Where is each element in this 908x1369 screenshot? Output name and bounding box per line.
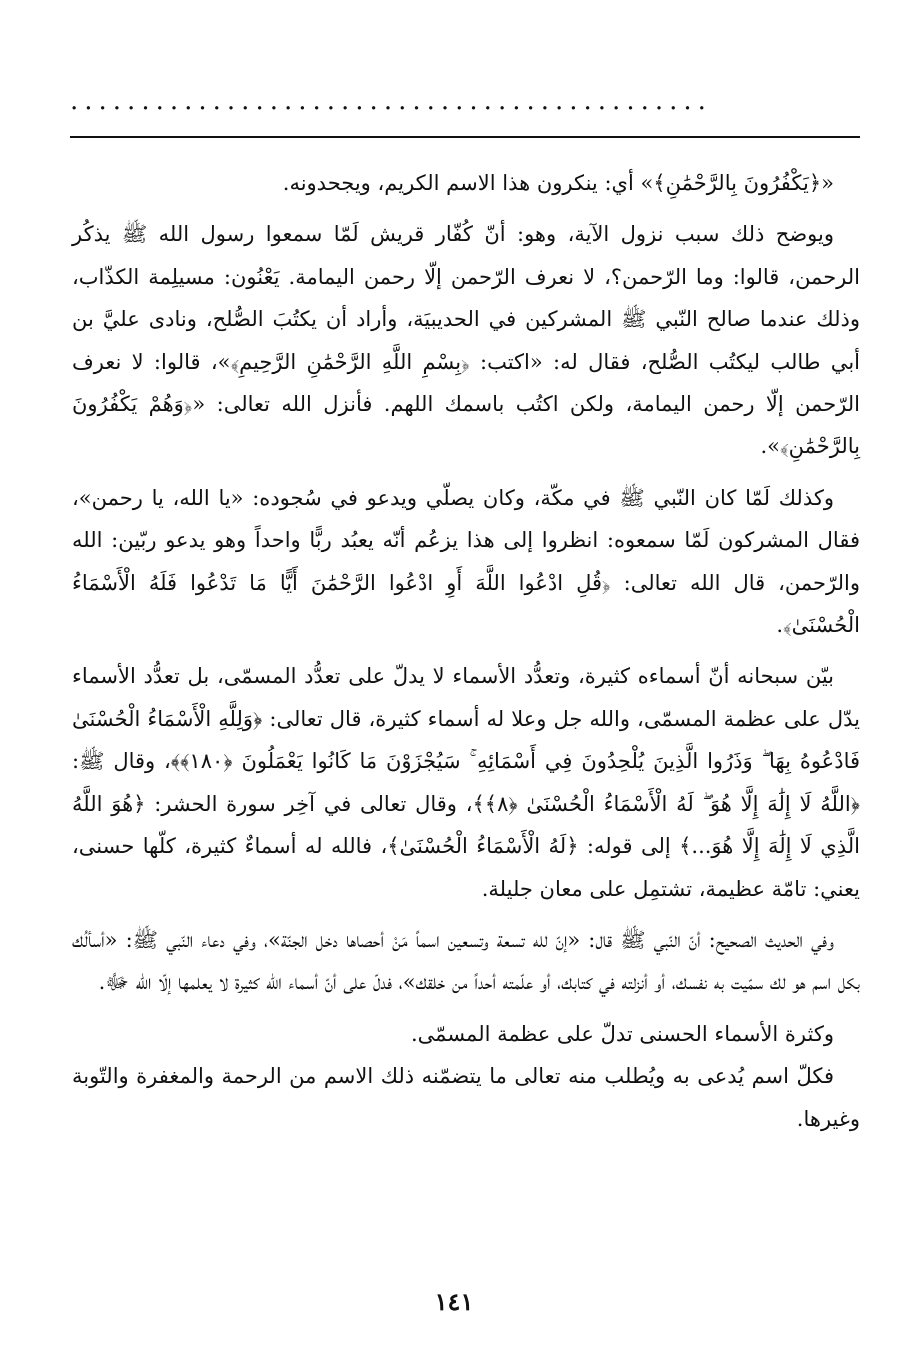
header-dotted-line: ............................................. bbox=[70, 86, 712, 116]
page-number: ١٤١ bbox=[434, 1287, 474, 1316]
paragraph-4: بيّن سبحانه أنّ أسماءه كثيرة، وتعدُّد الأسماء لا يدلّ على تعدُّد المسمّى، بل تعدُّد الأسماء يدّل على عظمة المسمّى، والله جل وعلا له أسماء كثيرة، قال تعالى: ﴿وَلِلَّهِ الْأَسْمَاءُ الْحُسْنَىٰ فَادْعُوهُ بِهَا ۖ وَذَرُوا الَّذِينَ يُلْحِدُونَ فِي أَسْمَائِهِ ۚ سَيُجْزَوْنَ مَا كَانُوا يَعْمَلُونَ ﴿١٨٠﴾﴾، وقال ﷺ: ﴿اللَّهُ لَا إِلَٰهَ إِلَّا هُوَ ۖ لَهُ الْأَسْمَاءُ الْحُسْنَىٰ ﴿٨﴾﴾، وقال تعالى في آخِر سورة الحشر: ﴿هُوَ اللَّهُ الَّذِي لَا إِلَٰهَ إِلَّا هُوَ...﴾ إلى قوله: ﴿لَهُ الْأَسْمَاءُ الْحُسْنَىٰ﴾، فالله له أسماءٌ كثيرة، كلّها حسنى، يعني: تامّة عظيمة، تشتمِل على معان جليلة. bbox=[72, 664, 860, 901]
paragraph-5: وفي الحديث الصحيح: أنّ النّبي ﷺ قال: «إنّ لله تسعة وتسعين اسماً مَنْ أحصاها دخل الجنّة»، وفي دعاء النّبي ﷺ: «أسألُك بكل اسم هو لك سمّيت به نفسك، أو أنزلته في كتابك، أو علّمته أحداً من خلقك»، فدلّ على أنّ أسماء الله كثيرة لا يعلمها إلّا الله ﷻ. bbox=[72, 927, 860, 995]
paragraph-7: فكلّ اسم يُدعى به ويُطلب منه تعالى ما يتضمّنه ذلك الاسم من الرحمة والمغفرة والتّوبة وغيرها. bbox=[72, 1064, 860, 1131]
paragraph-2: ويوضح ذلك سبب نزول الآية، وهو: أنّ كُفّار قريش لَمّا سمعوا رسول الله ﷺ يذكُر الرحمن، قالوا: وما الرّحمن؟، لا نعرف الرّحمن إلّا رحمن اليمامة. يَعْنُون: مسيلِمة الكذّاب، وذلك عندما صالح النّبي ﷺ المشركين في الحديبيَة، وأراد أن يكتُبَ الصُّلح، ونادى عليَّ بن أبي طالب ليكتُب الصُّلح، فقال له: «اكتب: ﴿بِسْمِ اللَّهِ الرَّحْمَٰنِ الرَّحِيمِ﴾»، قالوا: لا نعرف الرّحمن إلّا رحمن اليمامة، ولكن اكتُب باسمك اللهم. فأنزل الله تعالى: «﴿وَهُمْ يَكْفُرُونَ بِالرَّحْمَٰنِ﴾». bbox=[72, 222, 860, 459]
paragraph-1: «﴿يَكْفُرُونَ بِالرَّحْمَٰنِ﴾» أي: ينكرون هذا الاسم الكريم، ويجحدونه. bbox=[282, 171, 834, 195]
header-rule bbox=[70, 136, 860, 138]
page-body bbox=[72, 162, 860, 1149]
paragraph-3: وكذلك لَمّا كان النّبي ﷺ في مكّة، وكان يصلّي ويدعو في سُجوده: «يا الله، يا رحمن»، فقال المشركون لَمّا سمعوه: انظروا إلى هذا يزعُم أنّه يعبُد ربًّا واحداً وهو يدعو ربّين: الله والرّحمن، قال الله تعالى: ﴿قُلِ ادْعُوا اللَّهَ أَوِ ادْعُوا الرَّحْمَٰنَ أَيًّا مَا تَدْعُوا فَلَهُ الْأَسْمَاءُ الْحُسْنَىٰ﴾. bbox=[72, 485, 860, 638]
paragraph-6: وكثرة الأسماء الحسنى تدلّ على عظمة المسمّى. bbox=[411, 1021, 834, 1046]
